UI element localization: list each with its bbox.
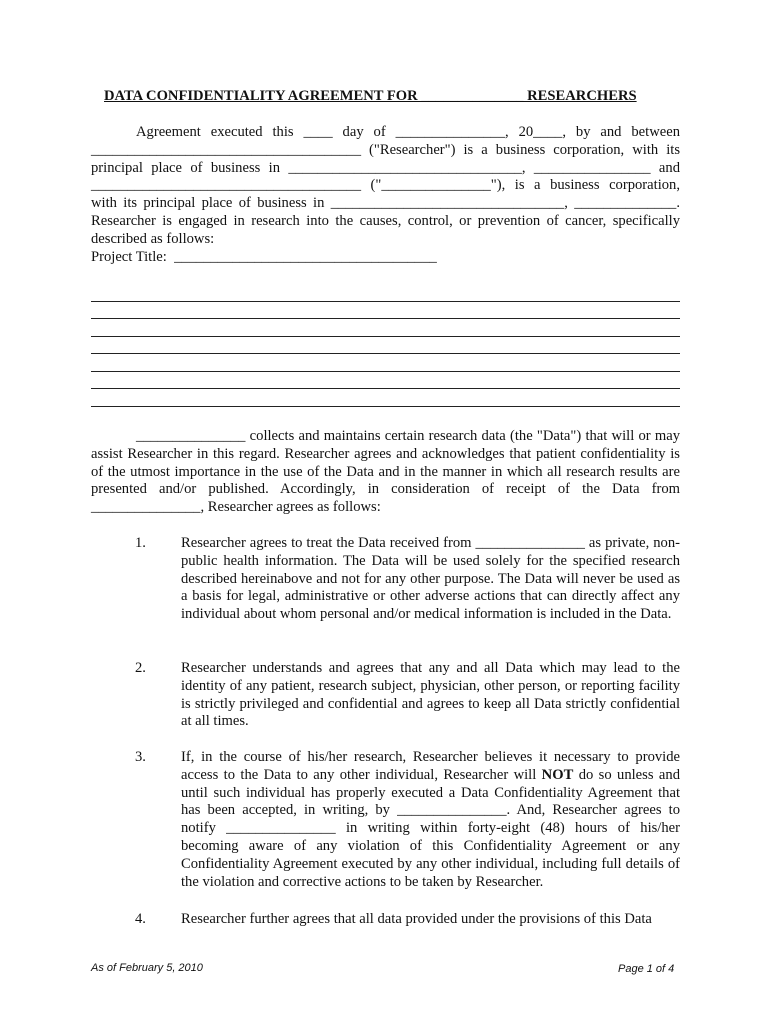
list-item-text-before: If, in the course of his/her research, Researcher believes it necessary to provide access to the Data to any other individual, Researcher will	[181, 749, 680, 783]
list-item-text: Researcher further agrees that all data provided under the provisions of this Data	[181, 911, 652, 927]
page-number: Page 1 of 4	[618, 963, 675, 975]
list-item-number: 3.	[135, 749, 146, 765]
list-item-number: 2.	[135, 660, 146, 676]
blank-line	[91, 372, 680, 390]
blank-line	[91, 284, 680, 302]
blank-line	[91, 337, 680, 355]
project-title-line: Project Title: ____________________________________	[91, 249, 437, 265]
list-item-text-after: do so unless and until such individual has properly executed a Data Confidentiality Agreement that has been accepted, in writing, by _______________. And, Researcher agrees to notify _______________ in writing within forty-eight (48) hours of his/her becoming aware of any violation of this Confidentiality Agreement or any Confidentiality Agreement executed by any other individual, including full details of the violation and corrective actions to be taken by Researcher.	[181, 766, 680, 890]
footer-date: As of February 5, 2010	[91, 962, 203, 974]
blank-line	[91, 389, 680, 407]
blank-line	[91, 319, 680, 337]
list-item-number: 1.	[135, 535, 146, 551]
list-item-number: 4.	[135, 911, 146, 927]
list-item-text: Researcher understands and agrees that any and all Data which may lead to the identity of any patient, research subject, physician, other person, or reporting facility is strictly privileged and confidential and agrees to keep all Data strictly confidential at all times.	[181, 660, 680, 730]
intro-paragraph: Agreement executed this ____ day of _______________, 20____, by and between _____________________________________ ("Researcher") is a business corporation, with its principal place of business in ________________________________, ________________ and _____________________________________ ("_______________"), is a business corporation, with its principal place of business in ________________________________, ______________. Researcher is engaged in research into the causes, control, or prevention of cancer, specifically described as follows:	[91, 124, 680, 247]
data-paragraph: _______________ collects and maintains certain research data (the "Data") that will or may assist Researcher in this regard. Researcher agrees and acknowledges that patient confidentiality is of the utmost importance in the use of the Data and in the manner in which all research results are presented and/or published. Accordingly, in consideration of receipt of the Data from _______________, Researcher agrees as follows:	[91, 428, 680, 516]
project-description-lines	[91, 284, 680, 407]
emphasis-not: NOT	[541, 766, 574, 783]
list-item-text: Researcher agrees to treat the Data received from _______________ as private, non-public health information. The Data will be used solely for the specified research described hereinabove and not for any other purpose. The Data will never be used as a basis for legal, administrative or other adverse actions that can directly affect any individual about whom personal and/or medical information is included in the Data.	[181, 535, 680, 623]
document-title: DATA CONFIDENTIALITY AGREEMENT FOR ______________ RESEARCHERS	[104, 88, 637, 104]
blank-line	[91, 354, 680, 372]
list-item-text	[181, 749, 680, 891]
blank-line	[91, 302, 680, 320]
